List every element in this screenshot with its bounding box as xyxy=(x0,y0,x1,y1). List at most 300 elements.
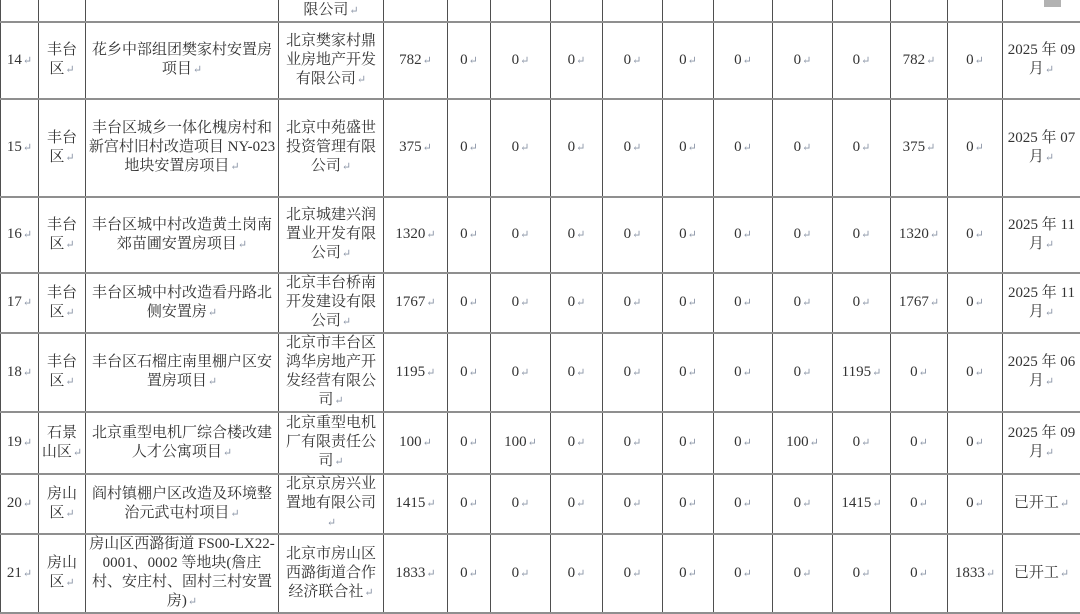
paragraph-mark-icon: ↵ xyxy=(334,395,343,407)
value-cell xyxy=(948,99,1003,197)
value-cell xyxy=(384,534,448,613)
value-cell xyxy=(891,534,948,613)
value-cell-text: 0 xyxy=(624,565,632,581)
paragraph-mark-icon: ↵ xyxy=(986,568,995,580)
value-cell-text: 0 xyxy=(512,52,520,68)
value-cell-text: 0 xyxy=(568,495,576,511)
paragraph-mark-icon: ↵ xyxy=(469,142,478,154)
paragraph-mark-icon: ↵ xyxy=(342,248,351,260)
value-cell xyxy=(891,333,948,412)
paragraph-mark-icon: ↵ xyxy=(919,568,928,580)
value-cell-text: 0 xyxy=(734,226,742,242)
value-cell xyxy=(833,412,891,474)
value-cell xyxy=(948,333,1003,412)
value-cell xyxy=(384,99,448,197)
date-cell-text: 2025 年 09 月 xyxy=(1008,42,1076,77)
value-cell xyxy=(603,474,663,534)
paragraph-mark-icon: ↵ xyxy=(23,142,32,154)
value-cell-text: 0 xyxy=(966,52,974,68)
paragraph-mark-icon: ↵ xyxy=(926,55,935,67)
value-cell-text: 1833 xyxy=(395,565,425,581)
value-cell xyxy=(714,534,773,613)
paragraph-mark-icon: ↵ xyxy=(632,437,641,449)
value-cell xyxy=(551,534,603,613)
company-cell-text: 北京城建兴润置业开发有限公司 xyxy=(286,207,376,261)
value-cell xyxy=(491,0,551,22)
paragraph-mark-icon: ↵ xyxy=(688,142,697,154)
paragraph-mark-icon: ↵ xyxy=(743,297,752,309)
paragraph-mark-icon: ↵ xyxy=(1045,64,1054,76)
value-cell xyxy=(948,22,1003,99)
value-cell xyxy=(833,273,891,333)
value-cell xyxy=(833,534,891,613)
value-cell xyxy=(891,273,948,333)
value-cell xyxy=(948,197,1003,273)
value-cell-text: 0 xyxy=(794,364,802,380)
value-cell xyxy=(773,22,833,99)
housing-projects-table-body xyxy=(1,0,1080,613)
paragraph-mark-icon: ↵ xyxy=(520,297,529,309)
value-cell-text: 0 xyxy=(568,226,576,242)
paragraph-mark-icon: ↵ xyxy=(743,437,752,449)
row-number-cell-text: 20 xyxy=(7,495,22,511)
date-cell xyxy=(1003,0,1080,22)
date-cell xyxy=(1003,197,1080,273)
company-cell xyxy=(279,534,384,613)
project-name-cell-text: 北京重型电机厂综合楼改建人才公寓项目 xyxy=(92,425,272,460)
value-cell-text: 0 xyxy=(512,294,520,310)
paragraph-mark-icon: ↵ xyxy=(1045,239,1054,251)
paragraph-mark-icon: ↵ xyxy=(743,229,752,241)
paragraph-mark-icon: ↵ xyxy=(193,64,202,76)
value-cell xyxy=(773,534,833,613)
table-row xyxy=(1,412,1080,474)
row-number-cell xyxy=(1,273,39,333)
value-cell-text: 1320 xyxy=(395,226,425,242)
company-cell-text: 北京中苑盛世投资管理有限公司 xyxy=(286,120,376,174)
paragraph-mark-icon: ↵ xyxy=(469,55,478,67)
company-cell-text: 北京京房兴业置地有限公司 xyxy=(286,476,376,511)
paragraph-mark-icon: ↵ xyxy=(73,447,82,459)
paragraph-mark-icon: ↵ xyxy=(688,297,697,309)
value-cell-text: 782 xyxy=(903,52,926,68)
value-cell xyxy=(603,534,663,613)
paragraph-mark-icon: ↵ xyxy=(919,367,928,379)
value-cell-text: 0 xyxy=(679,139,687,155)
paragraph-mark-icon: ↵ xyxy=(65,239,74,251)
paragraph-mark-icon: ↵ xyxy=(65,376,74,388)
paragraph-mark-icon: ↵ xyxy=(802,142,811,154)
value-cell-text: 0 xyxy=(460,52,468,68)
paragraph-mark-icon: ↵ xyxy=(520,498,529,510)
value-cell xyxy=(891,197,948,273)
paragraph-mark-icon: ↵ xyxy=(632,568,641,580)
value-cell-text: 0 xyxy=(734,294,742,310)
value-cell-text: 0 xyxy=(512,139,520,155)
district-cell xyxy=(39,412,86,474)
value-cell xyxy=(491,534,551,613)
date-cell-text: 已开工 xyxy=(1014,565,1059,581)
value-cell-text: 0 xyxy=(910,565,918,581)
value-cell-text: 0 xyxy=(853,434,861,450)
district-cell-text: 房山区 xyxy=(47,555,77,590)
paragraph-mark-icon: ↵ xyxy=(208,376,217,388)
paragraph-mark-icon: ↵ xyxy=(802,367,811,379)
paragraph-mark-icon: ↵ xyxy=(23,229,32,241)
paragraph-mark-icon: ↵ xyxy=(1060,568,1069,580)
date-cell-text: 2025 年 07 月 xyxy=(1008,130,1076,165)
project-name-cell xyxy=(86,273,279,333)
value-cell-text: 1767 xyxy=(395,294,425,310)
district-cell-text: 丰台区 xyxy=(47,130,77,165)
table-row xyxy=(1,273,1080,333)
company-cell xyxy=(279,0,384,22)
value-cell-text: 0 xyxy=(966,294,974,310)
value-cell-text: 0 xyxy=(624,52,632,68)
date-cell-text: 2025 年 11 月 xyxy=(1008,217,1075,252)
value-cell xyxy=(948,273,1003,333)
district-cell xyxy=(39,0,86,22)
value-cell-text: 0 xyxy=(679,52,687,68)
value-cell xyxy=(663,333,714,412)
district-cell-text: 石景山区 xyxy=(42,425,77,460)
paragraph-mark-icon: ↵ xyxy=(930,229,939,241)
value-cell-text: 0 xyxy=(624,495,632,511)
paragraph-mark-icon: ↵ xyxy=(469,367,478,379)
value-cell xyxy=(384,0,448,22)
value-cell-text: 0 xyxy=(794,226,802,242)
project-name-cell xyxy=(86,534,279,613)
value-cell-text: 0 xyxy=(679,565,687,581)
date-cell xyxy=(1003,474,1080,534)
row-number-cell-text: 18 xyxy=(7,364,22,380)
value-cell xyxy=(551,22,603,99)
paragraph-mark-icon: ↵ xyxy=(810,437,819,449)
paragraph-mark-icon: ↵ xyxy=(364,587,373,599)
value-cell xyxy=(384,412,448,474)
date-cell xyxy=(1003,534,1080,613)
paragraph-mark-icon: ↵ xyxy=(743,367,752,379)
value-cell xyxy=(603,273,663,333)
district-cell xyxy=(39,22,86,99)
value-cell-text: 100 xyxy=(786,434,809,450)
date-cell xyxy=(1003,22,1080,99)
value-cell-text: 0 xyxy=(853,139,861,155)
paragraph-mark-icon: ↵ xyxy=(65,64,74,76)
value-cell xyxy=(384,474,448,534)
value-cell-text: 0 xyxy=(568,52,576,68)
value-cell-text: 0 xyxy=(512,565,520,581)
project-name-cell xyxy=(86,99,279,197)
value-cell xyxy=(714,273,773,333)
value-cell xyxy=(491,333,551,412)
paragraph-mark-icon: ↵ xyxy=(65,307,74,319)
project-name-cell-text: 房山区西潞街道 FS00-LX22-0001、0002 等地块(詹庄村、安庄村、固村三村安置房) xyxy=(89,536,274,609)
project-name-cell xyxy=(86,22,279,99)
value-cell-text: 1415 xyxy=(841,495,871,511)
value-cell xyxy=(663,99,714,197)
paragraph-mark-icon: ↵ xyxy=(632,367,641,379)
paragraph-mark-icon: ↵ xyxy=(743,498,752,510)
value-cell xyxy=(773,99,833,197)
paragraph-mark-icon: ↵ xyxy=(23,568,32,580)
value-cell xyxy=(603,197,663,273)
value-cell-text: 0 xyxy=(568,139,576,155)
value-cell-text: 375 xyxy=(903,139,926,155)
value-cell-text: 0 xyxy=(910,495,918,511)
value-cell xyxy=(448,333,491,412)
paragraph-mark-icon: ↵ xyxy=(861,568,870,580)
paragraph-mark-icon: ↵ xyxy=(469,498,478,510)
value-cell xyxy=(491,412,551,474)
value-cell xyxy=(603,0,663,22)
paragraph-mark-icon: ↵ xyxy=(975,55,984,67)
paragraph-mark-icon: ↵ xyxy=(802,229,811,241)
value-cell-text: 0 xyxy=(568,364,576,380)
project-name-cell xyxy=(86,412,279,474)
paragraph-mark-icon: ↵ xyxy=(861,297,870,309)
value-cell-text: 0 xyxy=(734,495,742,511)
value-cell xyxy=(448,474,491,534)
value-cell-text: 0 xyxy=(734,565,742,581)
paragraph-mark-icon: ↵ xyxy=(528,437,537,449)
project-name-cell-text: 阎村镇棚户区改造及环境整治元武屯村项目 xyxy=(92,486,272,521)
value-cell-text: 0 xyxy=(624,294,632,310)
company-cell-text: 北京樊家村鼎业房地产开发有限公司 xyxy=(286,33,376,87)
paragraph-mark-icon: ↵ xyxy=(1045,307,1054,319)
paragraph-mark-icon: ↵ xyxy=(975,367,984,379)
value-cell xyxy=(714,99,773,197)
value-cell xyxy=(491,474,551,534)
paragraph-mark-icon: ↵ xyxy=(975,142,984,154)
value-cell xyxy=(773,273,833,333)
value-cell-text: 0 xyxy=(679,364,687,380)
value-cell xyxy=(663,0,714,22)
table-row xyxy=(1,0,1080,22)
value-cell xyxy=(384,22,448,99)
paragraph-mark-icon: ↵ xyxy=(188,596,197,608)
paragraph-mark-icon: ↵ xyxy=(23,367,32,379)
project-name-cell-text: 丰台区城中村改造黄土岗南郊苗圃安置房项目 xyxy=(92,217,272,252)
paragraph-mark-icon: ↵ xyxy=(469,229,478,241)
company-cell-text: 北京市房山区西潞街道合作经济联合社 xyxy=(286,546,376,600)
value-cell-text: 0 xyxy=(624,226,632,242)
paragraph-mark-icon: ↵ xyxy=(576,297,585,309)
paragraph-mark-icon: ↵ xyxy=(342,316,351,328)
row-number-cell-text: 15 xyxy=(7,139,22,155)
value-cell xyxy=(448,534,491,613)
date-cell-text: 2025 年 09 月 xyxy=(1008,425,1076,460)
paragraph-mark-icon: ↵ xyxy=(65,152,74,164)
value-cell-text: 782 xyxy=(399,52,422,68)
district-cell xyxy=(39,197,86,273)
paragraph-mark-icon: ↵ xyxy=(632,229,641,241)
date-cell-text: 2025 年 06 月 xyxy=(1008,354,1076,389)
value-cell-text: 0 xyxy=(734,434,742,450)
district-cell-text: 丰台区 xyxy=(47,42,77,77)
value-cell-text: 0 xyxy=(853,52,861,68)
row-number-cell-text: 21 xyxy=(7,565,22,581)
value-cell xyxy=(384,273,448,333)
paragraph-mark-icon: ↵ xyxy=(632,498,641,510)
value-cell-text: 0 xyxy=(853,294,861,310)
value-cell xyxy=(833,474,891,534)
value-cell-text: 0 xyxy=(624,139,632,155)
value-cell-text: 0 xyxy=(966,139,974,155)
row-number-cell xyxy=(1,474,39,534)
value-cell xyxy=(603,99,663,197)
date-cell xyxy=(1003,333,1080,412)
value-cell xyxy=(551,412,603,474)
value-cell-text: 1195 xyxy=(842,364,871,380)
paragraph-mark-icon: ↵ xyxy=(743,568,752,580)
paragraph-mark-icon: ↵ xyxy=(802,297,811,309)
value-cell-text: 0 xyxy=(910,434,918,450)
value-cell xyxy=(833,99,891,197)
paragraph-mark-icon: ↵ xyxy=(975,229,984,241)
value-cell xyxy=(773,412,833,474)
value-cell-text: 0 xyxy=(794,565,802,581)
paragraph-mark-icon: ↵ xyxy=(688,498,697,510)
value-cell xyxy=(833,197,891,273)
row-number-cell-text: 16 xyxy=(7,226,22,242)
company-cell xyxy=(279,333,384,412)
district-cell xyxy=(39,333,86,412)
value-cell-text: 0 xyxy=(794,495,802,511)
value-cell-text: 0 xyxy=(460,364,468,380)
value-cell xyxy=(833,0,891,22)
paragraph-mark-icon: ↵ xyxy=(576,55,585,67)
date-cell-text: 2025 年 11 月 xyxy=(1008,285,1075,320)
project-name-cell xyxy=(86,197,279,273)
value-cell-text: 0 xyxy=(679,226,687,242)
paragraph-mark-icon: ↵ xyxy=(688,367,697,379)
paragraph-mark-icon: ↵ xyxy=(349,5,358,17)
paragraph-mark-icon: ↵ xyxy=(342,161,351,173)
row-number-cell xyxy=(1,0,39,22)
value-cell-text: 0 xyxy=(460,434,468,450)
value-cell-text: 0 xyxy=(624,434,632,450)
paragraph-mark-icon: ↵ xyxy=(919,437,928,449)
paragraph-mark-icon: ↵ xyxy=(65,508,74,520)
value-cell-text: 0 xyxy=(794,52,802,68)
value-cell xyxy=(551,99,603,197)
value-cell xyxy=(551,474,603,534)
value-cell xyxy=(448,99,491,197)
value-cell-text: 0 xyxy=(734,52,742,68)
paragraph-mark-icon: ↵ xyxy=(576,437,585,449)
value-cell xyxy=(714,197,773,273)
value-cell-text: 0 xyxy=(568,294,576,310)
paragraph-mark-icon: ↵ xyxy=(423,55,432,67)
paragraph-mark-icon: ↵ xyxy=(632,297,641,309)
value-cell xyxy=(384,333,448,412)
project-name-cell xyxy=(86,333,279,412)
paragraph-mark-icon: ↵ xyxy=(802,498,811,510)
value-cell-text: 0 xyxy=(734,364,742,380)
paragraph-mark-icon: ↵ xyxy=(1045,152,1054,164)
value-cell-text: 0 xyxy=(460,495,468,511)
paragraph-mark-icon: ↵ xyxy=(975,498,984,510)
value-cell xyxy=(551,197,603,273)
paragraph-mark-icon: ↵ xyxy=(208,307,217,319)
paragraph-mark-icon: ↵ xyxy=(520,142,529,154)
paragraph-mark-icon: ↵ xyxy=(230,161,239,173)
paragraph-mark-icon: ↵ xyxy=(975,297,984,309)
paragraph-mark-icon: ↵ xyxy=(223,447,232,459)
value-cell xyxy=(714,474,773,534)
paragraph-mark-icon: ↵ xyxy=(861,229,870,241)
paragraph-mark-icon: ↵ xyxy=(688,229,697,241)
paragraph-mark-icon: ↵ xyxy=(357,74,366,86)
value-cell-text: 0 xyxy=(568,565,576,581)
date-cell xyxy=(1003,99,1080,197)
value-cell xyxy=(948,412,1003,474)
district-cell xyxy=(39,474,86,534)
row-number-cell xyxy=(1,412,39,474)
value-cell xyxy=(714,0,773,22)
paragraph-mark-icon: ↵ xyxy=(743,55,752,67)
value-cell xyxy=(891,99,948,197)
project-name-cell-text: 丰台区城乡一体化槐房村和新宫村旧村改造项目 NY-023 地块安置房项目 xyxy=(89,120,275,174)
district-cell xyxy=(39,99,86,197)
district-cell-text: 丰台区 xyxy=(47,285,77,320)
paragraph-mark-icon: ↵ xyxy=(688,437,697,449)
value-cell xyxy=(663,412,714,474)
table-row xyxy=(1,22,1080,99)
paragraph-mark-icon: ↵ xyxy=(632,55,641,67)
value-cell-text: 0 xyxy=(853,565,861,581)
paragraph-mark-icon: ↵ xyxy=(426,229,435,241)
company-cell xyxy=(279,273,384,333)
value-cell-text: 1195 xyxy=(396,364,425,380)
date-cell-text: 已开工 xyxy=(1014,495,1059,511)
district-cell-text: 丰台区 xyxy=(47,354,77,389)
scrollbar-thumb[interactable] xyxy=(1044,0,1061,7)
paragraph-mark-icon: ↵ xyxy=(426,498,435,510)
value-cell xyxy=(773,0,833,22)
value-cell-text: 0 xyxy=(460,226,468,242)
value-cell-text: 100 xyxy=(399,434,422,450)
value-cell xyxy=(603,333,663,412)
value-cell-text: 0 xyxy=(679,434,687,450)
date-cell xyxy=(1003,273,1080,333)
value-cell-text: 0 xyxy=(460,294,468,310)
paragraph-mark-icon: ↵ xyxy=(688,568,697,580)
value-cell xyxy=(448,273,491,333)
value-cell-text: 0 xyxy=(512,364,520,380)
table-row xyxy=(1,474,1080,534)
paragraph-mark-icon: ↵ xyxy=(872,498,881,510)
company-cell-text: 限公司 xyxy=(303,2,348,18)
value-cell xyxy=(551,0,603,22)
value-cell-text: 0 xyxy=(512,495,520,511)
district-cell-text: 房山区 xyxy=(47,486,77,521)
value-cell-text: 0 xyxy=(679,294,687,310)
value-cell xyxy=(663,474,714,534)
project-name-cell-text: 花乡中部组团樊家村安置房项目 xyxy=(92,42,272,77)
paragraph-mark-icon: ↵ xyxy=(1045,447,1054,459)
paragraph-mark-icon: ↵ xyxy=(426,297,435,309)
paragraph-mark-icon: ↵ xyxy=(423,142,432,154)
value-cell xyxy=(948,534,1003,613)
value-cell xyxy=(948,0,1003,22)
value-cell xyxy=(603,412,663,474)
value-cell xyxy=(663,273,714,333)
row-number-cell-text: 17 xyxy=(7,294,22,310)
paragraph-mark-icon: ↵ xyxy=(1060,498,1069,510)
value-cell xyxy=(491,99,551,197)
